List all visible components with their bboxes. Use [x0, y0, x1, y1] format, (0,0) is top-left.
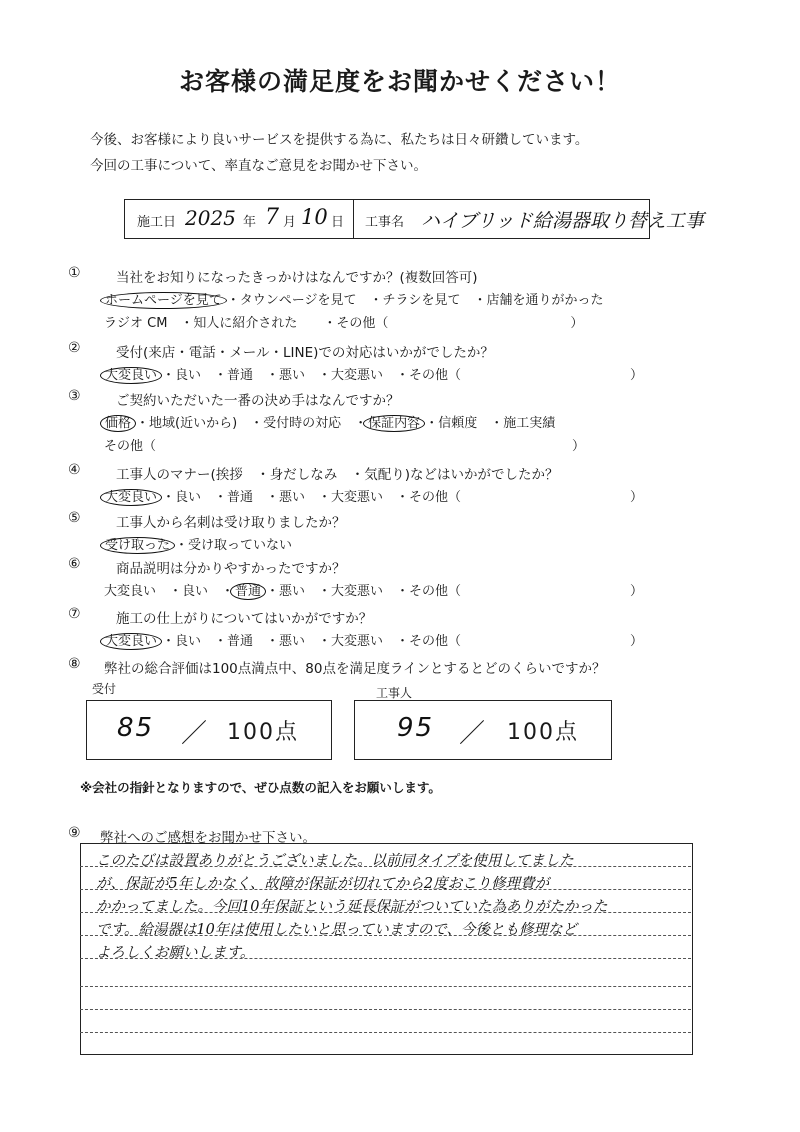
comment-text-line: が、保証が5年しかなく、故障が保証が切れてから2度おこり修理費が	[96, 876, 550, 892]
answer-option-text: ・良い ・普通 ・悪い ・大変悪い ・その他（ ）	[162, 490, 644, 505]
question-number: ①	[68, 265, 81, 281]
selected-answer[interactable]: ホームページを見て	[100, 292, 227, 309]
reception-slash: ／	[181, 719, 210, 749]
question-number: ⑦	[68, 606, 81, 622]
question-text: 商品説明は分かりやすかったですか？	[116, 561, 346, 577]
q8-number: ⑧	[68, 656, 81, 672]
comment-text-line: です。給湯器は10年は使用したいと思っていますので、今後とも修理など	[96, 922, 577, 938]
selected-answer[interactable]: 価格	[100, 415, 136, 432]
comment-ruled-line	[80, 1032, 691, 1033]
selected-answer[interactable]: 保証内容	[363, 415, 425, 432]
answer-option-text: ・地域(近いから) ・受付時の対応 ・	[136, 416, 368, 431]
answer-options-row	[104, 435, 585, 454]
answer-options-row	[104, 580, 643, 599]
question-text: 施工の仕上がりについてはいかがですか？	[116, 611, 373, 627]
worker-label: 工事人	[376, 686, 413, 700]
answer-option-text: 大変良い ・良い ・	[104, 584, 235, 599]
construction-info-box	[124, 199, 704, 239]
reception-score: 85	[117, 713, 155, 743]
comment-text-line: このたびは設置ありがとうございました。以前同タイプを使用してました	[96, 853, 574, 869]
selected-answer[interactable]: 大変良い	[100, 367, 162, 384]
answer-options-row	[104, 364, 643, 383]
year-label: 年	[243, 215, 257, 230]
intro-line-2: 今回の工事について、率直なご意見をお聞かせ下さい。	[90, 158, 427, 174]
question-text: 当社をお知りになったきっかけはなんですか？(複数回答可)	[116, 270, 478, 286]
answer-option-text: ・良い ・普通 ・悪い ・大変悪い ・その他（ ）	[162, 368, 644, 383]
answer-options-row	[104, 630, 643, 649]
selected-answer[interactable]: 受け取った	[100, 537, 175, 554]
answer-options-row	[104, 486, 643, 505]
month-label: 月	[283, 215, 297, 230]
answer-option-text: ラジオ CM ・知人に紹介された ・その他（ ）	[104, 316, 584, 331]
worker-score: 95	[397, 713, 435, 743]
answer-options-row	[104, 534, 292, 553]
date-day: 10	[301, 205, 328, 229]
comment-ruled-line	[80, 986, 691, 987]
q8-text: 弊社の総合評価は100点満点中、80点を満足度ラインとするとどのくらいですか？	[104, 661, 606, 677]
reception-max: 100点	[227, 720, 299, 745]
selected-answer[interactable]: 大変良い	[100, 633, 162, 650]
worker-slash: ／	[459, 719, 488, 749]
answer-option-text: ・悪い ・大変悪い ・その他（ ）	[266, 584, 644, 599]
worker-max: 100点	[507, 720, 579, 745]
question-text: 受付(来店・電話・メール・LINE)での対応はいかがでしたか？	[116, 345, 494, 361]
comment-ruled-line	[80, 1009, 691, 1010]
reception-score-box	[86, 700, 332, 760]
comment-text-line: かかってました。今回10年保証という延長保証がついていた為ありがたかった	[96, 899, 608, 915]
work-name-value: ハイブリッド給湯器取り替え工事	[421, 210, 704, 232]
answer-option-text: ・タウンページを見て ・チラシを見て ・店舗を通りがかった	[226, 293, 604, 308]
date-month: 7	[265, 205, 279, 230]
question-number: ⑥	[68, 556, 81, 572]
answer-option-text: その他（ ）	[104, 439, 586, 454]
work-name-label: 工事名	[365, 215, 405, 230]
selected-answer[interactable]: 普通	[230, 583, 266, 600]
comment-text-line: よろしくお願いします。	[96, 945, 255, 961]
answer-option-text: ・受け取っていない	[175, 538, 293, 553]
question-number: ④	[68, 462, 81, 478]
answer-option-text: ・良い ・普通 ・悪い ・大変悪い ・その他（ ）	[162, 634, 644, 649]
question-number: ②	[68, 340, 81, 356]
question-text: 工事人から名刺は受け取りましたか？	[116, 515, 346, 531]
question-number: ③	[68, 388, 81, 404]
answer-option-text: ・信頼度 ・施工実績	[425, 416, 556, 431]
score-note: ※会社の指針となりますので、ぜひ点数の記入をお願いします。	[80, 780, 441, 795]
q9-number: ⑨	[68, 825, 81, 841]
question-text: ご契約いただいた一番の決め手はなんですか？	[116, 393, 400, 409]
answer-options-row	[104, 289, 604, 308]
question-number: ⑤	[68, 510, 81, 526]
question-text: 工事人のマナー(挨拶 ・身だしなみ ・気配り)などはいかがでしたか？	[116, 467, 559, 483]
day-label: 日	[331, 215, 345, 230]
info-divider	[353, 200, 354, 238]
selected-answer[interactable]: 大変良い	[100, 489, 162, 506]
page-title: お客様の満足度をお聞かせください！	[178, 67, 621, 96]
date-label: 施工日	[137, 215, 177, 230]
intro-line-1: 今後、お客様により良いサービスを提供する為に、私たちは日々研鑽しています。	[90, 132, 589, 148]
answer-options-row	[104, 312, 583, 331]
reception-label: 受付	[92, 682, 117, 696]
worker-score-box	[354, 700, 612, 760]
q9-text: 弊社へのご感想をお聞かせ下さい。	[100, 830, 316, 846]
date-year: 2025	[185, 206, 236, 230]
answer-options-row	[104, 412, 555, 431]
